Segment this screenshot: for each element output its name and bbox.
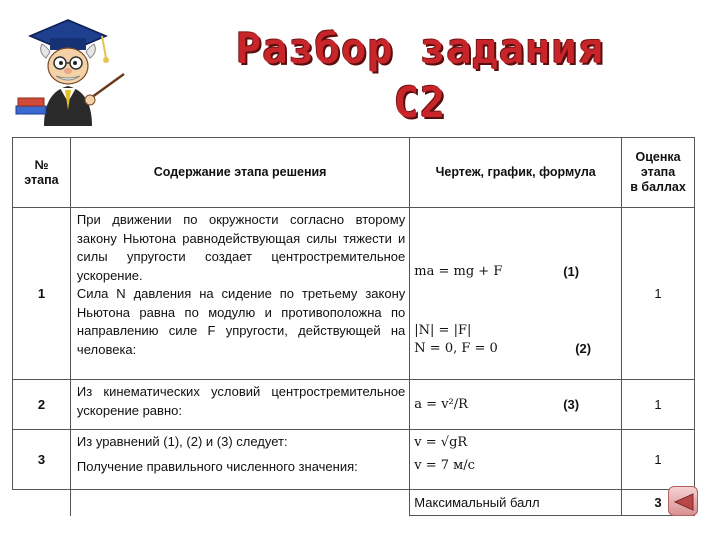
title-line-1: Разбор задания — [235, 24, 604, 73]
step-content — [70, 208, 409, 380]
header-score-line1: Оценка — [635, 150, 681, 164]
page-title — [140, 22, 700, 130]
step-score: 1 — [622, 208, 695, 380]
step-formula — [410, 430, 622, 490]
header-score — [622, 138, 695, 208]
formula-line — [414, 341, 617, 356]
solution-steps-table — [12, 137, 695, 516]
step-text: При движении по окружности согласно второму закону Ньютона равнодействующая силы тяжести и силы упругости создает центростремительное ускорение. — [76, 212, 406, 283]
header-step-number — [13, 138, 71, 208]
equation-number: (3) — [563, 397, 580, 412]
table-row — [13, 380, 695, 430]
table-total-row — [13, 490, 695, 516]
step-number: 3 — [13, 430, 71, 490]
formula-text: a = v²/R — [414, 397, 468, 412]
formula-text: v = 7 м/с — [414, 458, 475, 473]
step-content — [70, 430, 409, 490]
step-score: 1 — [622, 380, 695, 430]
table-row — [13, 208, 695, 380]
formula-line — [414, 264, 617, 279]
step-formula — [410, 380, 622, 430]
equation-number: (1) — [563, 264, 580, 279]
formula-text: ma = mg + F — [414, 264, 503, 279]
formula-text: N = 0, F = 0 — [414, 341, 498, 356]
header-formula: Чертеж, график, формула — [410, 138, 622, 208]
step-content: Из кинематических условий центростремительное ускорение равно: — [70, 380, 409, 430]
step-text: Из уравнений (1), (2) и (3) следует: — [76, 434, 288, 449]
table-row — [13, 430, 695, 490]
back-arrow-icon — [673, 493, 695, 511]
empty-cell — [70, 490, 409, 516]
formula-line — [414, 397, 617, 412]
header-score-line3: в баллах — [630, 180, 686, 194]
table-header-row — [13, 138, 695, 208]
step-number: 2 — [13, 380, 71, 430]
professor-mascot-icon — [10, 8, 128, 126]
total-score: 3 — [622, 490, 695, 516]
back-nav-button[interactable] — [668, 486, 698, 516]
step-score: 1 — [622, 430, 695, 490]
empty-cell — [13, 490, 71, 516]
equation-number: (2) — [575, 341, 592, 356]
formula-text: |N| = |F| — [414, 323, 472, 338]
total-label: Максимальный балл — [410, 490, 622, 516]
header-score-line2: этапа — [640, 165, 676, 179]
step-number: 1 — [13, 208, 71, 380]
step-text: Сила N давления на сидение по третьему закону Ньютона равна по модулю и противоположна по направлению силе F упругости, действующей на человека: — [76, 286, 406, 357]
header-number-word: этапа — [24, 172, 59, 187]
formula-text: v = √gR — [414, 435, 468, 450]
header-content: Содержание этапа решения — [70, 138, 409, 208]
title-line-2: С2 — [393, 78, 447, 127]
step-text: Получение правильного численного значения: — [76, 458, 358, 474]
step-formula — [410, 208, 622, 380]
header-number-symbol: № — [34, 157, 49, 172]
